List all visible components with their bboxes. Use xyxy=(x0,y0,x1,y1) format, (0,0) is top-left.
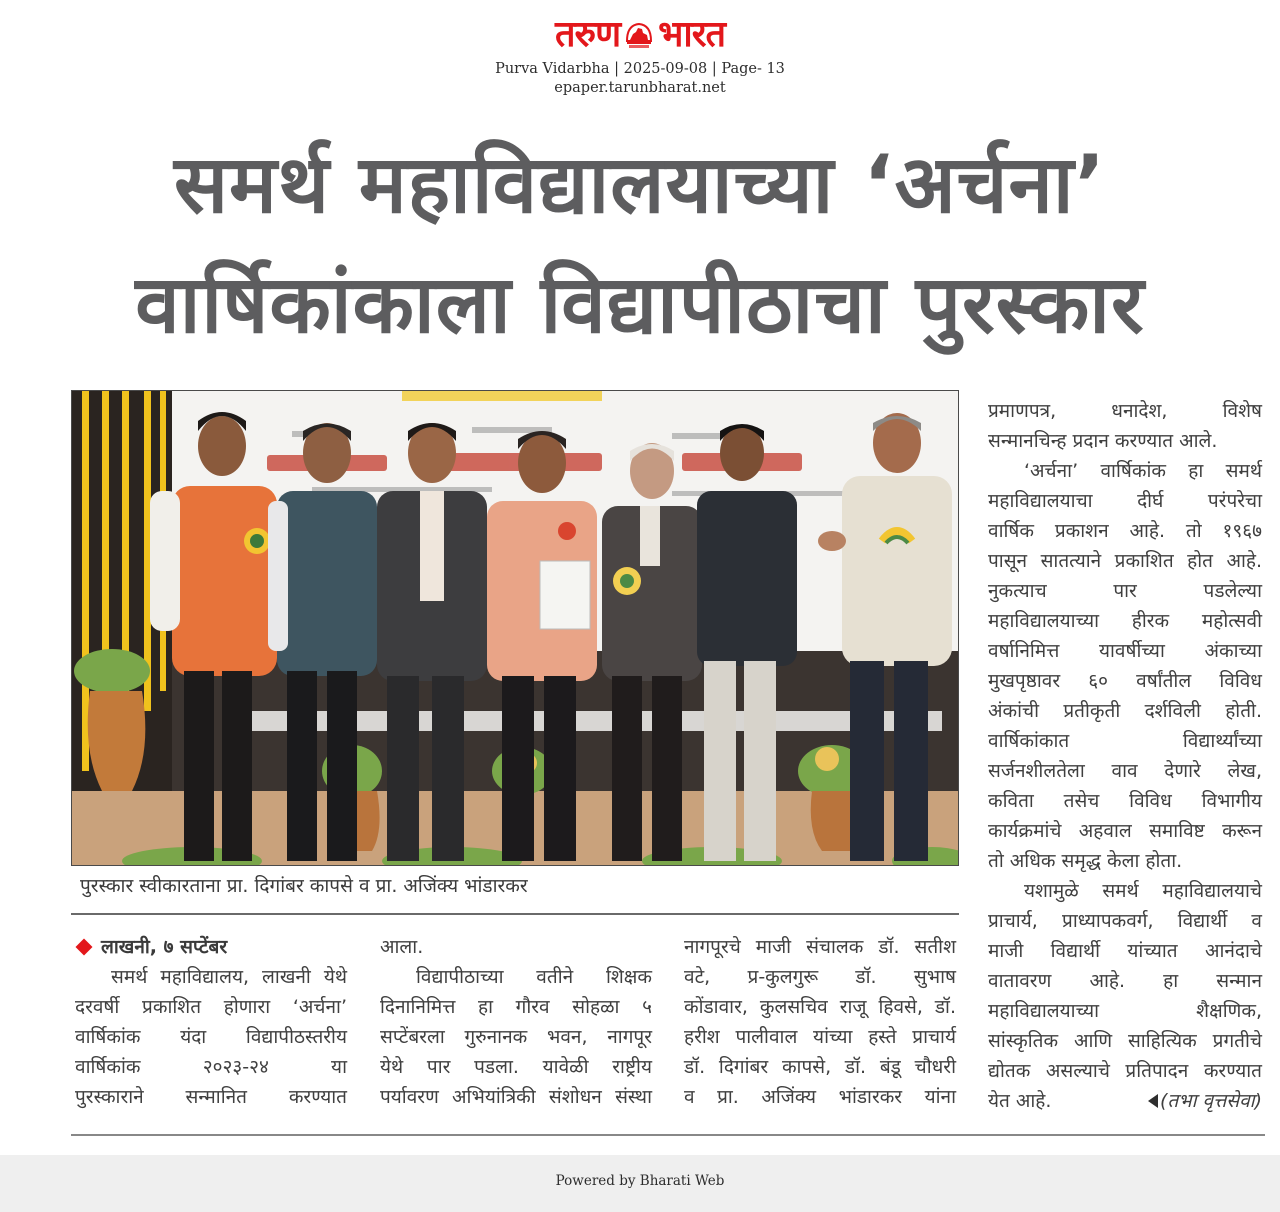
photo-caption: पुरस्कार स्वीकारताना प्रा. दिगांबर कापसे व प्रा. अजिंक्य भांडारकर xyxy=(80,875,528,897)
text-line: हरीश पालीवाल यांच्या हस्ते प्राचार्य xyxy=(684,1026,956,1048)
text-line: आला. xyxy=(380,936,424,958)
text-line: वर्षानिमित्त यावर्षीच्या अंकाच्या xyxy=(988,640,1262,662)
text-line: विद्यापीठाच्या वतीने शिक्षक xyxy=(416,966,652,988)
text-line: सन्मानचिन्ह प्रदान करण्यात आले. xyxy=(988,430,1218,452)
text-line: सर्जनशीलतेला वाव देणारे लेख, xyxy=(988,760,1262,782)
edition-date-page: Purva Vidarbha | 2025-09-08 | Page- 13 xyxy=(495,61,785,77)
article-column-3 xyxy=(684,932,956,1112)
text-line: महाविद्यालयाच्या शैक्षणिक, xyxy=(988,1000,1262,1022)
award-ceremony-photo xyxy=(71,390,959,866)
text-line: कविता तसेच विविध विभागीय xyxy=(988,790,1262,812)
text-line: महाविद्यालयाचा दीर्घ परंपरेचा xyxy=(988,490,1262,512)
text-line: येथे पार पडला. यावेळी राष्ट्रीय xyxy=(380,1056,652,1078)
headline-line-1: समर्थ महाविद्यालयाच्या ‘अर्चना’ xyxy=(173,138,1107,231)
text-line: दिनानिमित्त हा गौरव सोहळा ५ xyxy=(380,996,652,1018)
text-line: मुखपृष्ठावर ६० वर्षांतील विविध xyxy=(988,670,1262,692)
news-credit xyxy=(1148,1086,1262,1116)
text-line: समर्थ महाविद्यालय, लाखनी येथे xyxy=(111,966,347,988)
triangle-left-icon xyxy=(1148,1094,1158,1108)
headline-line-2: वार्षिकांकाला विद्यापीठाचा पुरस्कार xyxy=(135,258,1145,351)
epaper-url[interactable]: epaper.tarunbharat.net xyxy=(554,80,726,96)
footer xyxy=(0,1155,1280,1212)
credit-text: (तभा वृत्तसेवा) xyxy=(1160,1090,1262,1112)
text-line: सांस्कृतिक आणि साहित्यिक प्रगतीचे xyxy=(988,1030,1262,1052)
text-line: कार्यक्रमांचे अहवाल समाविष्ट करून xyxy=(988,820,1262,842)
text-line: वटे, प्र-कुलगुरू डॉ. सुभाष xyxy=(684,966,956,988)
closing-line xyxy=(988,1086,1262,1116)
text-line: महाविद्यालयाच्या हीरक महोत्सवी xyxy=(988,610,1262,632)
text-line: अंकांची प्रतीकृती दर्शविली होती. xyxy=(988,700,1262,722)
divider-rule xyxy=(71,913,959,915)
text-line: नुकत्याच पार पडलेल्या xyxy=(988,580,1262,602)
masthead xyxy=(0,14,1280,97)
text-line: नागपूरचे माजी संचालक डॉ. सतीश xyxy=(684,936,956,958)
bottom-rule xyxy=(71,1134,1265,1136)
text-line: डॉ. दिगांबर कापसे, डॉ. बंडू चौधरी xyxy=(684,1056,956,1078)
text-line: कोंडावार, कुलसचिव राजू हिवसे, डॉ. xyxy=(684,996,956,1018)
powered-by-link[interactable]: Powered by Bharati Web xyxy=(555,1173,725,1189)
text-line: प्रमाणपत्र, धनादेश, विशेष xyxy=(988,400,1262,422)
text-line: पुरस्काराने सन्मानित करण्यात xyxy=(75,1086,347,1108)
logo-text-bharat: भारत xyxy=(658,14,725,55)
text-line: व प्रा. अजिंक्य भांडारकर यांना xyxy=(684,1086,956,1108)
text-line: प्राचार्य, प्राध्यापकवर्ग, विद्यार्थी व xyxy=(988,910,1262,932)
text-line: वातावरण आहे. हा सन्मान xyxy=(988,970,1262,992)
text-line: वार्षिकांकात विद्यार्थ्यांच्या xyxy=(988,730,1262,752)
text-line: तो अधिक समृद्ध केला होता. xyxy=(988,850,1183,872)
article-column-1 xyxy=(75,932,347,1112)
dateline xyxy=(75,932,347,962)
article-column-4 xyxy=(988,396,1262,1116)
text-line: सप्टेंबरला गुरुनानक भवन, नागपूर xyxy=(380,1026,652,1048)
text-line: पर्यावरण अभियांत्रिकी संशोधन संस्था xyxy=(380,1086,652,1108)
diamond-bullet-icon xyxy=(76,939,93,956)
text-line: पासून सातत्याने प्रकाशित होत आहे. xyxy=(988,550,1262,572)
newspaper-logo[interactable] xyxy=(555,14,725,56)
lion-emblem-icon xyxy=(624,19,654,51)
text-line: द्योतक असल्याचे प्रतिपादन करण्यात xyxy=(988,1060,1262,1082)
text-line: वार्षिकांक यंदा विद्यापीठस्तरीय xyxy=(75,1026,347,1048)
text-line: माजी विद्यार्थी यांच्यात आनंदाचे xyxy=(988,940,1262,962)
text-line: यशामुळे समर्थ महाविद्यालयाचे xyxy=(1024,880,1262,902)
text-line: वार्षिकांक २०२३-२४ या xyxy=(75,1056,347,1078)
article-column-2 xyxy=(380,932,652,1112)
text-line: ‘अर्चना’ वार्षिकांक हा समर्थ xyxy=(1024,460,1262,482)
dateline-text: लाखनी, ७ सप्टेंबर xyxy=(101,936,228,958)
logo-text-tarun: तरुण xyxy=(555,14,621,55)
text-line: दरवर्षी प्रकाशित होणारा ‘अर्चना’ xyxy=(75,996,347,1018)
text-line: वार्षिक प्रकाशन आहे. तो १९६७ xyxy=(988,520,1262,542)
text-line: येत आहे. xyxy=(988,1090,1052,1112)
